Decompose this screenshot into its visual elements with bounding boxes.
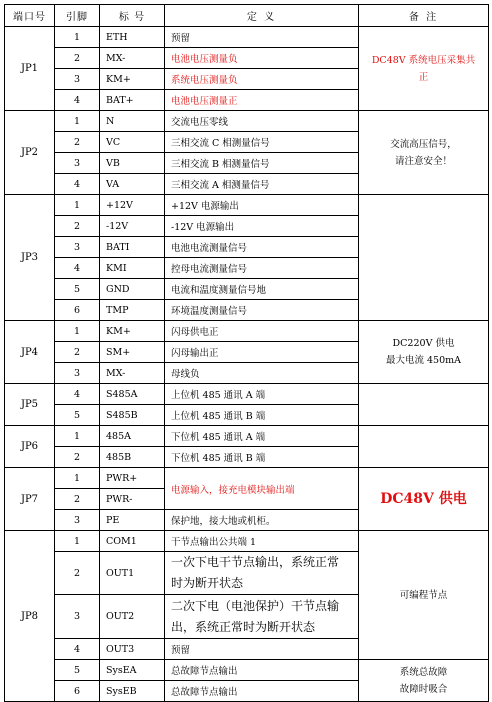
definition-cell: 下位机 485 通讯 A 端 (165, 426, 359, 447)
header-port: 端口号 (5, 5, 55, 27)
table-row (5, 531, 489, 552)
pin-cell: 4 (55, 639, 100, 660)
remark-line: 交流高压信号， (390, 138, 457, 150)
port-cell: JP5 (5, 384, 55, 426)
table-row (5, 111, 489, 132)
pin-cell: 1 (55, 531, 100, 552)
pin-cell: 6 (55, 681, 100, 702)
definition-cell (165, 595, 359, 639)
definition-cell: 电池电流测量信号 (165, 237, 359, 258)
label-cell: SysEA (100, 660, 165, 681)
pin-cell: 3 (55, 363, 100, 384)
definition-cell: 电池电压测量正 (165, 90, 359, 111)
definition-cell: 系统电压测量负 (165, 69, 359, 90)
pin-cell: 2 (55, 447, 100, 468)
definition-cell: 三相交流 A 相测量信号 (165, 174, 359, 195)
pin-cell: 4 (55, 258, 100, 279)
table-row (5, 660, 489, 681)
label-cell: PWR+ (100, 468, 165, 489)
definition-line: 二次下电（电池保护）干节点输 (171, 598, 340, 613)
definition-cell: 预留 (165, 639, 359, 660)
label-cell: +12V (100, 195, 165, 216)
label-cell: KM+ (100, 321, 165, 342)
definition-cell: 总故障节点输出 (165, 681, 359, 702)
remark-line: 系统总故障 (399, 666, 448, 678)
label-cell: KM+ (100, 69, 165, 90)
remark-cell: DC48V 供电 (359, 468, 489, 531)
remark-cell (359, 660, 489, 702)
definition-line: 一次下电干节点输出，系统正常 (171, 555, 340, 569)
pin-cell: 3 (55, 153, 100, 174)
label-cell: OUT1 (100, 552, 165, 595)
pin-cell: 1 (55, 468, 100, 489)
table-row (5, 384, 489, 405)
label-cell: 485B (100, 447, 165, 468)
table-row (5, 426, 489, 447)
pin-cell: 5 (55, 660, 100, 681)
header-label: 标 号 (100, 5, 165, 27)
table-row (5, 468, 489, 489)
pin-cell: 2 (55, 216, 100, 237)
pin-cell: 5 (55, 405, 100, 426)
remark-line: DC220V 供电 (392, 338, 455, 349)
definition-cell: 电源输入，接充电模块输出端 (165, 468, 359, 510)
label-cell: PWR- (100, 489, 165, 510)
label-cell: BATI (100, 237, 165, 258)
definition-cell: 环境温度测量信号 (165, 300, 359, 321)
pin-cell: 4 (55, 174, 100, 195)
label-cell: ETH (100, 27, 165, 48)
label-cell: OUT2 (100, 595, 165, 639)
header-remarks: 备 注 (359, 5, 489, 27)
label-cell: MX- (100, 363, 165, 384)
pin-definition-table (4, 4, 489, 702)
definition-cell: 保护地，接大地或机柜。 (165, 510, 359, 531)
label-cell: MX- (100, 48, 165, 69)
port-cell: JP6 (5, 426, 55, 468)
port-cell: JP2 (5, 111, 55, 195)
definition-cell: 交流电压零线 (165, 111, 359, 132)
definition-cell: 三相交流 B 相测量信号 (165, 153, 359, 174)
pin-cell: 1 (55, 111, 100, 132)
remark-cell-empty (359, 384, 489, 426)
remark-line: 故障时吸合 (399, 683, 448, 695)
label-cell: OUT3 (100, 639, 165, 660)
pin-cell: 2 (55, 552, 100, 595)
label-cell: VA (100, 174, 165, 195)
port-cell: JP4 (5, 321, 55, 384)
remark-cell (359, 111, 489, 195)
definition-cell (165, 552, 359, 595)
label-cell: TMP (100, 300, 165, 321)
pin-cell: 4 (55, 384, 100, 405)
label-cell: S485A (100, 384, 165, 405)
port-cell: JP1 (5, 27, 55, 111)
remark-cell-empty (359, 195, 489, 321)
label-cell: VB (100, 153, 165, 174)
remark-cell (359, 321, 489, 384)
label-cell: SM+ (100, 342, 165, 363)
definition-cell: 闪母供电正 (165, 321, 359, 342)
label-cell: VC (100, 132, 165, 153)
remark-line: 最大电流 450mA (385, 355, 462, 366)
table-row (5, 27, 489, 48)
pin-cell: 3 (55, 237, 100, 258)
header-row (5, 5, 489, 27)
pin-cell: 1 (55, 195, 100, 216)
pin-cell: 3 (55, 595, 100, 639)
label-cell: BAT+ (100, 90, 165, 111)
label-cell: GND (100, 279, 165, 300)
definition-cell: 电池电压测量负 (165, 48, 359, 69)
definition-cell: 闪母输出正 (165, 342, 359, 363)
pin-cell: 2 (55, 489, 100, 510)
remark-cell-empty (359, 426, 489, 468)
pin-cell: 5 (55, 279, 100, 300)
pin-cell: 2 (55, 48, 100, 69)
pin-cell: 3 (55, 510, 100, 531)
remark-line: 请注意安全！ (394, 155, 452, 167)
table-row (5, 195, 489, 216)
remark-cell: 可编程节点 (359, 531, 489, 660)
label-cell: COM1 (100, 531, 165, 552)
header-pin: 引脚 (55, 5, 100, 27)
definition-line: 出，系统正常时为断开状态 (171, 619, 316, 634)
definition-line: 时为断开状态 (171, 576, 244, 590)
pin-cell: 3 (55, 69, 100, 90)
pin-cell: 1 (55, 321, 100, 342)
label-cell: N (100, 111, 165, 132)
definition-cell: 控母电流测量信号 (165, 258, 359, 279)
pin-cell: 4 (55, 90, 100, 111)
definition-cell: -12V 电源输出 (165, 216, 359, 237)
port-cell: JP7 (5, 468, 55, 531)
definition-cell: 干节点输出公共端 1 (165, 531, 359, 552)
port-cell: JP3 (5, 195, 55, 321)
table-row (5, 321, 489, 342)
label-cell: SysEB (100, 681, 165, 702)
label-cell: -12V (100, 216, 165, 237)
remark-cell: DC48V 系统电压采集共正 (359, 27, 489, 111)
definition-cell: 上位机 485 通讯 A 端 (165, 384, 359, 405)
header-definition: 定 义 (165, 5, 359, 27)
definition-cell: 下位机 485 通讯 B 端 (165, 447, 359, 468)
definition-cell: +12V 电源输出 (165, 195, 359, 216)
definition-cell: 三相交流 C 相测量信号 (165, 132, 359, 153)
pin-cell: 1 (55, 426, 100, 447)
definition-cell: 上位机 485 通讯 B 端 (165, 405, 359, 426)
definition-cell: 母线负 (165, 363, 359, 384)
label-cell: 485A (100, 426, 165, 447)
definition-cell: 预留 (165, 27, 359, 48)
pin-cell: 2 (55, 132, 100, 153)
label-cell: KMI (100, 258, 165, 279)
pin-cell: 2 (55, 342, 100, 363)
definition-cell: 电流和温度测量信号地 (165, 279, 359, 300)
label-cell: PE (100, 510, 165, 531)
definition-cell: 总故障节点输出 (165, 660, 359, 681)
label-cell: S485B (100, 405, 165, 426)
pin-cell: 1 (55, 27, 100, 48)
port-cell: JP8 (5, 531, 55, 702)
pin-cell: 6 (55, 300, 100, 321)
